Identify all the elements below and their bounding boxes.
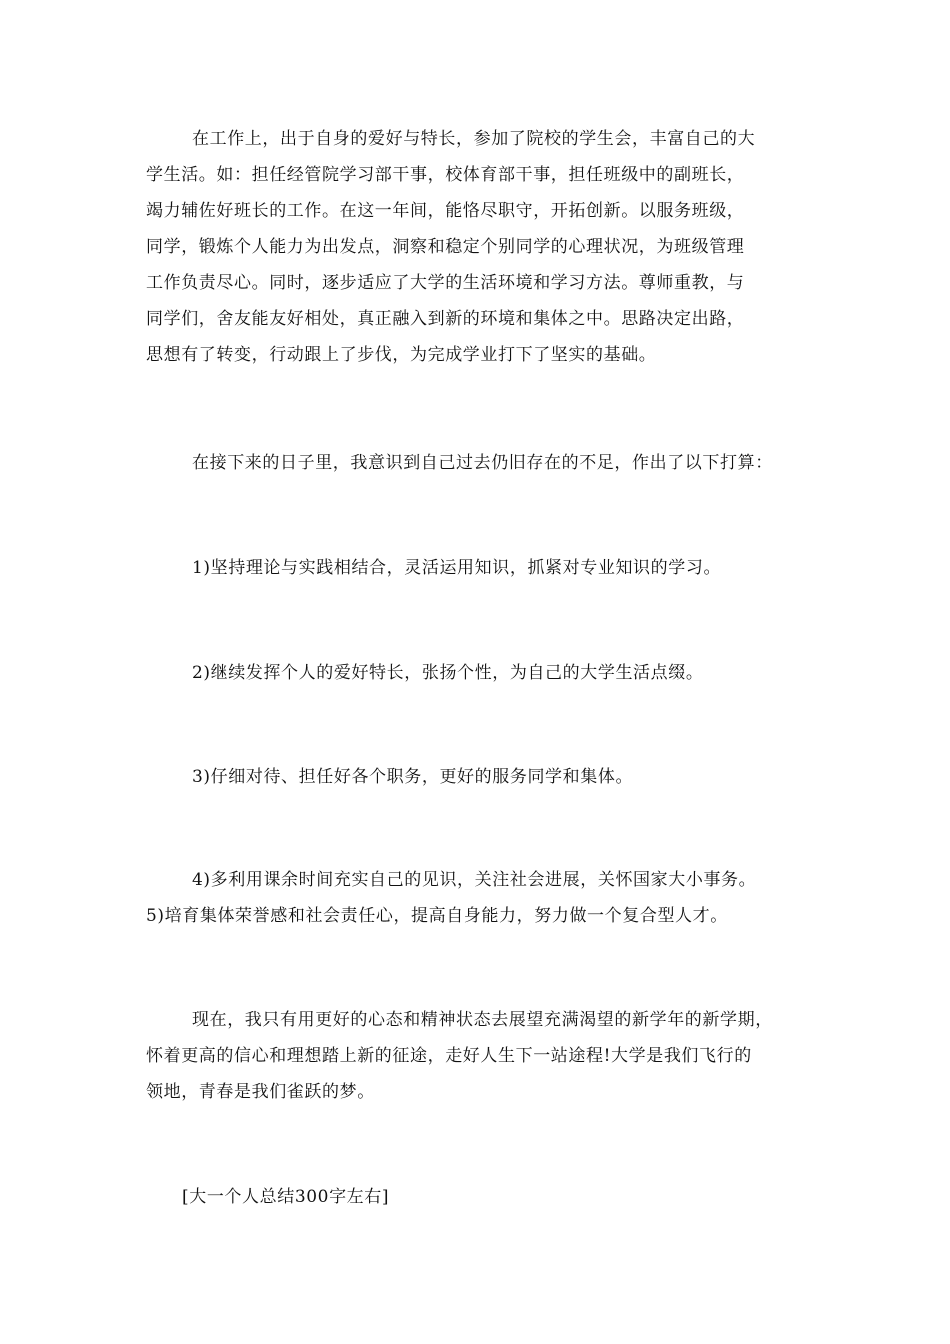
plan-item-2: 2)继续发挥个人的爱好特长，张扬个性，为自己的大学生活点缀。 [192, 663, 704, 683]
paragraph-1-line-2: 学生活。如：担任经管院学习部干事，校体育部干事，担任班级中的副班长， [146, 165, 745, 185]
paragraph-1-line-4: 同学，锻炼个人能力为出发点，洞察和稳定个别同学的心理状况，为班级管理 [146, 237, 745, 257]
paragraph-3-line-1: 现在，我只有用更好的心态和精神状态去展望充满渴望的新学年的新学期， [192, 1010, 773, 1030]
paragraph-1-line-7: 思想有了转变，行动跟上了步伐，为完成学业打下了坚实的基础。 [146, 345, 657, 365]
plan-item-3: 3)仔细对待、担任好各个职务，更好的服务同学和集体。 [192, 767, 634, 787]
paragraph-1-line-5: 工作负责尽心。同时，逐步适应了大学的生活环境和学习方法。尊师重教，与 [146, 273, 745, 293]
paragraph-1-line-3: 竭力辅佐好班长的工作。在这一年间，能恪尽职守，开拓创新。以服务班级， [146, 201, 745, 221]
paragraph-3-line-2: 怀着更高的信心和理想踏上新的征途，走好人生下一站途程!大学是我们飞行的 [146, 1046, 752, 1066]
plan-item-4: 4)多利用课余时间充实自己的见识，关注社会进展，关怀国家大小事务。 [192, 870, 757, 890]
plan-item-5: 5)培育集体荣誉感和社会责任心，提高自身能力，努力做一个复合型人才。 [146, 906, 728, 926]
plan-item-1: 1)坚持理论与实践相结合，灵活运用知识，抓紧对专业知识的学习。 [192, 558, 722, 578]
paragraph-3-line-3: 领地，青春是我们雀跃的梦。 [146, 1082, 375, 1102]
paragraph-1-line-1: 在工作上，出于自身的爱好与特长，参加了院校的学生会，丰富自己的大 [192, 129, 756, 149]
paragraph-1-line-6: 同学们，舍友能友好相处，真正融入到新的环境和集体之中。思路决定出路， [146, 309, 745, 329]
footer-title: [大一个人总结300字左右] [182, 1187, 390, 1207]
paragraph-2: 在接下来的日子里，我意识到自己过去仍旧存在的不足，作出了以下打算： [192, 453, 773, 473]
